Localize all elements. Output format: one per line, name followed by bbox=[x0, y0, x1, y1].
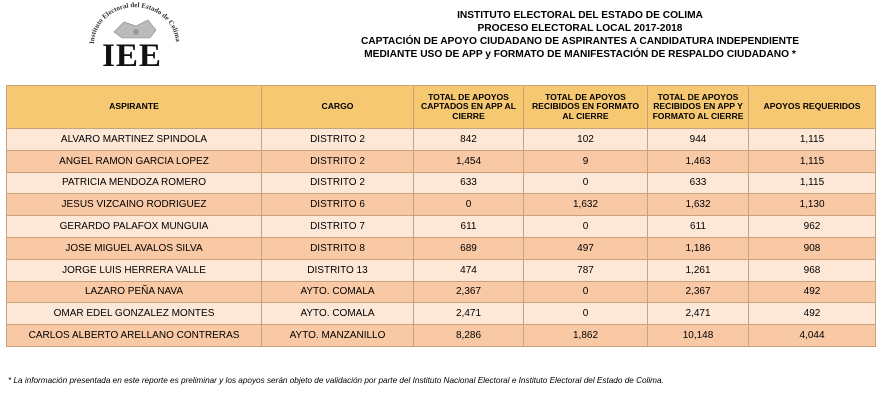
table-row bbox=[7, 237, 876, 259]
cell-total: 633 bbox=[648, 172, 749, 194]
cell-cargo: DISTRITO 2 bbox=[262, 172, 414, 194]
cell-aspirante: JESUS VIZCAINO RODRIGUEZ bbox=[7, 194, 262, 216]
cell-aspirante: ANGEL RAMON GARCIA LOPEZ bbox=[7, 150, 262, 172]
cell-requeridos: 962 bbox=[749, 216, 876, 238]
cell-app: 689 bbox=[414, 237, 524, 259]
cell-total: 2,471 bbox=[648, 303, 749, 325]
cell-formato: 0 bbox=[524, 303, 648, 325]
col-header-cargo: CARGO bbox=[262, 86, 414, 129]
logo-letters: IEE bbox=[102, 38, 162, 74]
footnote: * La información presentada en este reporte es preliminar y los apoyos serán objeto de validación por parte del Instituto Nacional Electoral e Instituto Electoral del Estado de Colima. bbox=[8, 376, 664, 385]
table-header-row bbox=[7, 86, 876, 129]
cell-formato: 9 bbox=[524, 150, 648, 172]
header-title: CAPTACIÓN DE APOYO CIUDADANO DE ASPIRANTES A CANDIDATURA INDEPENDIENTE bbox=[360, 36, 800, 47]
col-header-aspirante: ASPIRANTE bbox=[7, 86, 262, 129]
cell-requeridos: 492 bbox=[749, 281, 876, 303]
cell-requeridos: 908 bbox=[749, 237, 876, 259]
cell-requeridos: 4,044 bbox=[749, 325, 876, 347]
cell-requeridos: 1,115 bbox=[749, 129, 876, 151]
cell-aspirante: JORGE LUIS HERRERA VALLE bbox=[7, 259, 262, 281]
cell-app: 1,454 bbox=[414, 150, 524, 172]
cell-app: 2,367 bbox=[414, 281, 524, 303]
cell-formato: 102 bbox=[524, 129, 648, 151]
cell-app: 2,471 bbox=[414, 303, 524, 325]
cell-cargo: DISTRITO 13 bbox=[262, 259, 414, 281]
cell-total: 1,261 bbox=[648, 259, 749, 281]
cell-requeridos: 1,115 bbox=[749, 172, 876, 194]
cell-formato: 1,632 bbox=[524, 194, 648, 216]
cell-cargo: DISTRITO 2 bbox=[262, 129, 414, 151]
logo-arc-text: Instituto Electoral del Estado de Colima bbox=[87, 2, 182, 45]
cell-formato: 787 bbox=[524, 259, 648, 281]
cell-total: 2,367 bbox=[648, 281, 749, 303]
cell-app: 611 bbox=[414, 216, 524, 238]
table-row bbox=[7, 194, 876, 216]
col-header-app: TOTAL DE APOYOS CAPTADOS EN APP AL CIERRE bbox=[414, 86, 524, 129]
cell-total: 944 bbox=[648, 129, 749, 151]
cell-aspirante: ALVARO MARTINEZ SPINDOLA bbox=[7, 129, 262, 151]
table-row bbox=[7, 303, 876, 325]
cell-aspirante: OMAR EDEL GONZALEZ MONTES bbox=[7, 303, 262, 325]
cell-cargo: DISTRITO 6 bbox=[262, 194, 414, 216]
cell-requeridos: 492 bbox=[749, 303, 876, 325]
iee-logo bbox=[78, 2, 188, 72]
table-row bbox=[7, 325, 876, 347]
table-row bbox=[7, 216, 876, 238]
cell-app: 0 bbox=[414, 194, 524, 216]
cell-total: 1,463 bbox=[648, 150, 749, 172]
cell-cargo: DISTRITO 2 bbox=[262, 150, 414, 172]
support-table bbox=[6, 85, 876, 347]
cell-formato: 0 bbox=[524, 216, 648, 238]
cell-requeridos: 1,130 bbox=[749, 194, 876, 216]
cell-formato: 1,862 bbox=[524, 325, 648, 347]
table-row bbox=[7, 259, 876, 281]
cell-cargo: AYTO. COMALA bbox=[262, 303, 414, 325]
cell-cargo: AYTO. COMALA bbox=[262, 281, 414, 303]
cell-app: 842 bbox=[414, 129, 524, 151]
cell-requeridos: 968 bbox=[749, 259, 876, 281]
table-row bbox=[7, 129, 876, 151]
cell-aspirante: JOSE MIGUEL AVALOS SILVA bbox=[7, 237, 262, 259]
col-header-total: TOTAL DE APOYOS RECIBIDOS EN APP Y FORMATO AL CIERRE bbox=[648, 86, 749, 129]
cell-aspirante: LAZARO PEÑA NAVA bbox=[7, 281, 262, 303]
table-row bbox=[7, 172, 876, 194]
report-header bbox=[330, 9, 830, 61]
cell-cargo: DISTRITO 8 bbox=[262, 237, 414, 259]
header-subtitle: MEDIANTE USO DE APP y FORMATO DE MANIFESTACIÓN DE RESPALDO CIUDADANO * bbox=[364, 49, 796, 60]
table-row bbox=[7, 281, 876, 303]
col-header-requeridos: APOYOS REQUERIDOS bbox=[749, 86, 876, 129]
cell-total: 1,186 bbox=[648, 237, 749, 259]
cell-total: 10,148 bbox=[648, 325, 749, 347]
cell-app: 474 bbox=[414, 259, 524, 281]
cell-requeridos: 1,115 bbox=[749, 150, 876, 172]
cell-app: 633 bbox=[414, 172, 524, 194]
header-institution: INSTITUTO ELECTORAL DEL ESTADO DE COLIMA bbox=[457, 10, 703, 21]
cell-formato: 0 bbox=[524, 172, 648, 194]
table-row bbox=[7, 150, 876, 172]
header-process: PROCESO ELECTORAL LOCAL 2017-2018 bbox=[477, 23, 683, 34]
cell-formato: 497 bbox=[524, 237, 648, 259]
cell-aspirante: GERARDO PALAFOX MUNGUIA bbox=[7, 216, 262, 238]
col-header-formato: TOTAL DE APOYOS RECIBIDOS EN FORMATO AL CIERRE bbox=[524, 86, 648, 129]
cell-formato: 0 bbox=[524, 281, 648, 303]
cell-cargo: AYTO. MANZANILLO bbox=[262, 325, 414, 347]
cell-total: 1,632 bbox=[648, 194, 749, 216]
cell-aspirante: PATRICIA MENDOZA ROMERO bbox=[7, 172, 262, 194]
cell-app: 8,286 bbox=[414, 325, 524, 347]
cell-aspirante: CARLOS ALBERTO ARELLANO CONTRERAS bbox=[7, 325, 262, 347]
cell-total: 611 bbox=[648, 216, 749, 238]
cell-cargo: DISTRITO 7 bbox=[262, 216, 414, 238]
